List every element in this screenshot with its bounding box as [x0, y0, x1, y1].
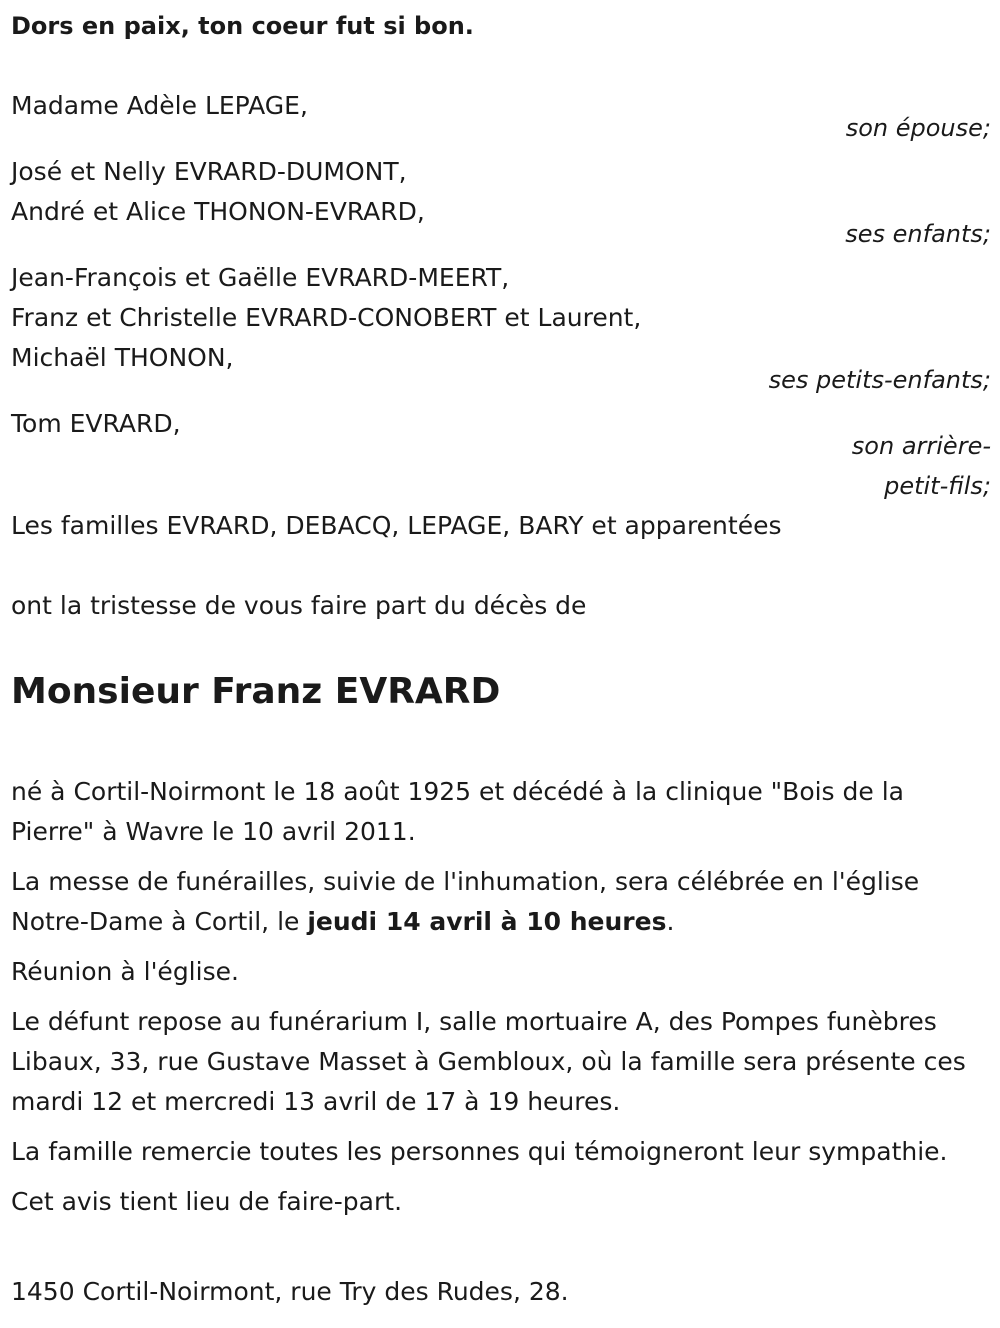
funeral-suffix: .	[666, 907, 675, 936]
funeral-paragraph	[11, 862, 991, 942]
family-name: Michaël THONON,	[11, 343, 234, 372]
deceased-name: Monsieur Franz EVRARD	[11, 671, 501, 712]
notice-paragraph: Cet avis tient lieu de faire-part.	[11, 1187, 403, 1216]
family-group-grandchildren	[11, 258, 991, 400]
funeral-text: La messe de funérailles, suivie de l'inhumation, sera célébrée en l'église Notre-Dame à Cortil, le	[11, 867, 920, 936]
announcement: ont la tristesse de vous faire part du décès de	[11, 591, 587, 620]
family-group-children	[11, 152, 991, 254]
family-name: Jean-François et Gaëlle EVRARD-MEERT,	[11, 263, 510, 292]
family-name: Tom EVRARD,	[11, 409, 181, 438]
family-name: Madame Adèle LEPAGE,	[11, 91, 308, 120]
obituary-notice	[11, 6, 991, 1312]
relation-label: son arrière-	[851, 432, 991, 460]
family-group-great-grandchild	[11, 404, 991, 506]
funeral-date: jeudi 14 avril à 10 heures	[307, 907, 667, 936]
thanks-paragraph: La famille remercie toutes les personnes qui témoigneront leur sympathie.	[11, 1137, 948, 1166]
families-line: Les familles EVRARD, DEBACQ, LEPAGE, BARY et apparentées	[11, 511, 782, 540]
family-name: Franz et Christelle EVRARD-CONOBERT et Laurent,	[11, 303, 642, 332]
family-group-spouse	[11, 86, 991, 148]
relation-label: ses petits-enfants;	[768, 366, 991, 394]
family-name: José et Nelly EVRARD-DUMONT,	[11, 157, 407, 186]
motto: Dors en paix, ton coeur fut si bon.	[11, 12, 474, 40]
birth-death-paragraph: né à Cortil-Noirmont le 18 août 1925 et décédé à la clinique "Bois de la Pierre" à Wavre le 10 avril 2011.	[11, 777, 904, 846]
relation-label: petit-fils;	[884, 472, 991, 500]
relation-label: ses enfants;	[845, 220, 991, 248]
family-name: André et Alice THONON-EVRARD,	[11, 197, 425, 226]
address: 1450 Cortil-Noirmont, rue Try des Rudes, 28.	[11, 1277, 569, 1306]
relation-label: son épouse;	[845, 114, 991, 142]
meeting-paragraph: Réunion à l'église.	[11, 957, 239, 986]
viewing-paragraph: Le défunt repose au funérarium I, salle mortuaire A, des Pompes funèbres Libaux, 33, rue Gustave Masset à Gembloux, où la famille sera présente ces mardi 12 et mercredi 13 avril de 17 à 19 heures.	[11, 1007, 966, 1116]
